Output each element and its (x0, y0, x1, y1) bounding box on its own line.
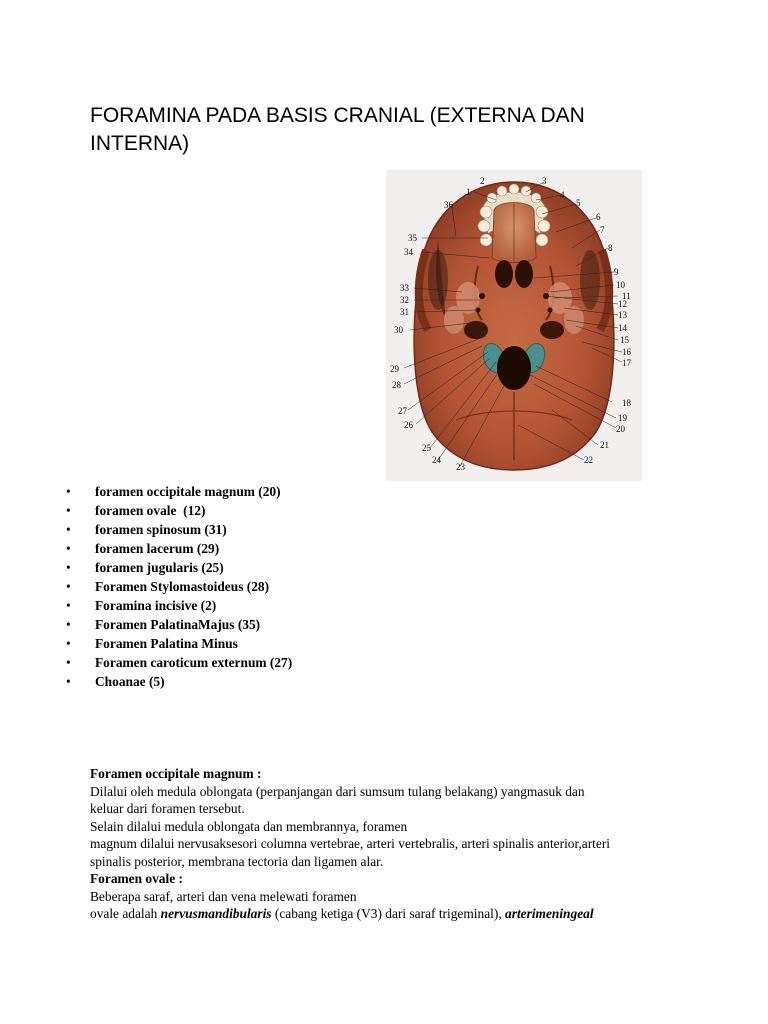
figure-label-31: 31 (400, 307, 409, 317)
list-item-text: foramen jugularis (25) (95, 560, 224, 575)
paragraph-line: Dilalui oleh medula oblongata (perpanjangan dari sumsum tulang belakang) yangmasuk dan (90, 783, 585, 799)
figure-label-20: 20 (616, 424, 625, 434)
figure-label-6: 6 (596, 212, 601, 222)
list-item-text: foramen lacerum (29) (95, 541, 220, 556)
figure-label-34: 34 (404, 247, 413, 257)
list-item (62, 672, 292, 691)
list-item-text: foramen ovale (12) (95, 503, 206, 518)
body-text (90, 765, 690, 923)
figure-label-16: 16 (622, 347, 631, 357)
list-item (62, 615, 292, 634)
figure-label-3: 3 (542, 176, 547, 186)
figure-label-12: 12 (618, 299, 627, 309)
list-item (62, 482, 292, 501)
list-item-text: Choanae (5) (95, 674, 165, 689)
figure-label-5: 5 (576, 198, 581, 208)
figure-label-35: 35 (408, 233, 417, 243)
page-title: FORAMINA PADA BASIS CRANIAL (EXTERNA DAN INTERNA) (90, 104, 585, 155)
figure-label-26: 26 (404, 420, 413, 430)
list-item-text: Foramen Palatina Minus (95, 636, 238, 651)
figure-label-28: 28 (392, 380, 401, 390)
emphasis-text: nervusmandibularis (160, 906, 272, 921)
figure-label-9: 9 (614, 267, 619, 277)
figure-label-1: 1 (466, 187, 471, 197)
figure-label-11: 11 (622, 291, 631, 301)
bullet: • (66, 598, 71, 613)
figure-label-30: 30 (394, 325, 403, 335)
list-item-text: foramen occipitale magnum (20) (95, 484, 281, 499)
foramina-list (62, 482, 292, 691)
figure-label-7: 7 (600, 225, 605, 235)
bullet: • (66, 503, 71, 518)
skull-base-figure (386, 170, 642, 481)
text-run: ovale adalah (90, 906, 161, 921)
figure-label-24: 24 (432, 455, 441, 465)
bullet: • (66, 484, 71, 499)
paragraph-line: magnum dilalui nervusaksesori columna vertebrae, arteri vertebralis, arteri spinalis anterior,arteri (90, 836, 611, 851)
bullet: • (66, 541, 71, 556)
figure-label-8: 8 (608, 243, 613, 253)
list-item-text: foramen spinosum (31) (95, 522, 227, 537)
list-item (62, 558, 292, 577)
list-item (62, 539, 292, 558)
bullet: • (66, 522, 71, 537)
figure-label-10: 10 (616, 280, 625, 290)
figure-label-4: 4 (560, 190, 565, 200)
figure-label-23: 23 (456, 462, 465, 472)
list-item (62, 520, 292, 539)
figure-label-33: 33 (400, 283, 409, 293)
figure-label-32: 32 (400, 295, 409, 305)
list-item (62, 653, 292, 672)
figure-label-15: 15 (620, 335, 629, 345)
list-item-text: Foramen caroticum externum (27) (95, 655, 293, 670)
bullet: • (66, 655, 71, 670)
figure-label-27: 27 (398, 406, 407, 416)
section-heading-occipitale: Foramen occipitale magnum : (90, 766, 262, 781)
list-item (62, 596, 292, 615)
list-item (62, 577, 292, 596)
figure-label-14: 14 (618, 323, 627, 333)
bullet: • (66, 560, 71, 575)
paragraph-line: Beberapa saraf, arteri dan vena melewati foramen (90, 888, 357, 904)
paragraph-line: keluar dari foramen tersebut. (90, 801, 245, 816)
emphasis-text: arterimeningeal (505, 906, 594, 921)
bullet: • (66, 636, 71, 651)
list-item (62, 634, 292, 653)
text-run: (cabang ketiga (V3) dari saraf trigeminal), (271, 906, 506, 921)
figure-label-29: 29 (390, 364, 399, 374)
list-item-text: Foramen Stylomastoideus (28) (95, 579, 270, 594)
figure-label-17: 17 (622, 358, 631, 368)
bullet: • (66, 674, 71, 689)
figure-label-25: 25 (422, 443, 431, 453)
paragraph-line (90, 905, 690, 923)
figure-label-21: 21 (600, 440, 609, 450)
bullet: • (66, 579, 71, 594)
bullet: • (66, 617, 71, 632)
figure-label-2: 2 (480, 176, 485, 186)
list-item-text: Foramen PalatinaMajus (35) (95, 617, 261, 632)
skull-base-illustration (386, 170, 642, 481)
figure-label-36: 36 (444, 200, 453, 210)
paragraph-line: Selain dilalui medula oblongata dan membrannya, foramen (90, 818, 408, 834)
paragraph-line: spinalis posterior, membrana tectoria dan ligamen alar. (90, 853, 384, 869)
figure-label-22: 22 (584, 455, 593, 465)
section-heading-ovale: Foramen ovale : (90, 871, 183, 886)
figure-label-18: 18 (622, 398, 631, 408)
figure-label-13: 13 (618, 310, 627, 320)
list-item-text: Foramina incisive (2) (95, 598, 217, 613)
list-item (62, 501, 292, 520)
figure-label-19: 19 (618, 413, 627, 423)
